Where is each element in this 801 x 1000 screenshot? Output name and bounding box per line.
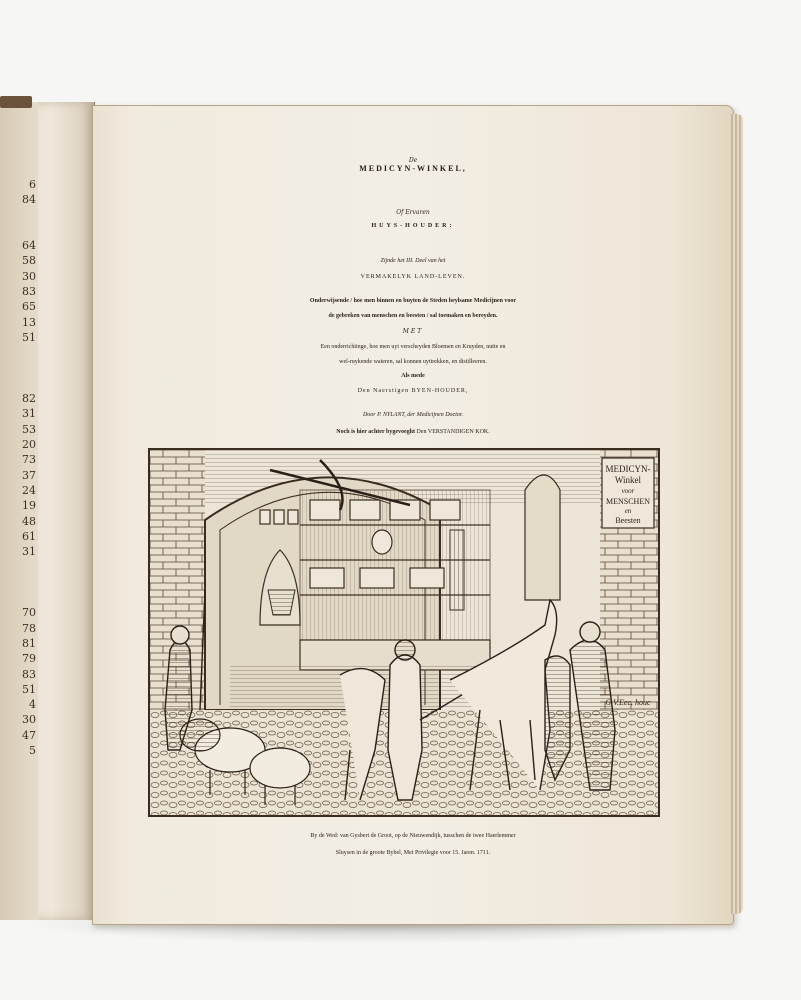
column (450, 530, 464, 610)
page-number (14, 376, 36, 391)
page-number: 79 (22, 652, 36, 666)
page-number (14, 361, 36, 376)
appendix-title: Den VERSTANDIGEN KOK. (416, 429, 490, 435)
engraver-signature: G.V.Eec. houc (605, 698, 651, 707)
page-number: 51 (22, 330, 36, 344)
sign-line-3: voor (621, 487, 635, 495)
description-line-2: de gebreken van menschen en beesten / sal toemaken en bereyden. (328, 313, 498, 319)
instruction-line-2: wel-ruykende wateren, sal konnen uyttrekken, en distilleeren. (339, 359, 487, 365)
page-number: 13 (22, 315, 36, 329)
sign-line-2: Winkel (614, 475, 642, 485)
sign-line-6: Beesten (615, 516, 641, 525)
page-number: 81 (22, 636, 36, 650)
page-number: 30 (22, 269, 36, 283)
right-window (525, 475, 560, 600)
page-number (14, 590, 36, 605)
title-article: De (408, 157, 418, 164)
page-number: 51 (22, 682, 36, 696)
page-number: 61 (22, 529, 36, 543)
series-title: VERMAKELYK LAND-LEVEN. (360, 274, 466, 280)
page-number: 82 (22, 392, 36, 406)
sign-line-1: MEDICYN- (605, 464, 651, 474)
page-number: 4 (29, 698, 36, 712)
page-number: 47 (22, 728, 36, 742)
page-number: 48 (22, 514, 36, 528)
imprint-line-1: By de Wed: van Gysbert de Groot, op de Nieuwendijk, tusschen de twee Haerlemmer (310, 833, 516, 839)
engraving-illustration (148, 448, 660, 817)
page-number (14, 345, 36, 360)
description-line-1: Onderwijsende / hoe men binnen en buyten de Steden heylsame Medicijnen voor (309, 298, 517, 304)
als-mede: Als mede (401, 373, 425, 379)
page-number: 6 (29, 178, 36, 191)
page-number: 84 (22, 193, 36, 207)
page-number-column (14, 177, 36, 758)
page-number (14, 208, 36, 223)
imprint-line-2: Sluysen in de groote Bybel, Met Privilegie voor 15. Jaren. 1711. (335, 850, 491, 856)
sign-line-4: MENSCHEN (605, 497, 651, 506)
page-number (14, 223, 36, 238)
title-connector: Of Ervaren (396, 209, 430, 216)
page-number: 37 (22, 468, 36, 482)
cover-corner (0, 96, 32, 108)
main-title: MEDICYN-WINKEL, (359, 164, 467, 173)
appendix-line (93, 429, 733, 435)
page-number: 78 (22, 621, 36, 635)
byen-houder-title: Den Naerstigen BYEN-HOUDER, (357, 388, 469, 394)
title-page (92, 105, 734, 925)
page-number: 64 (22, 239, 36, 253)
page-number: 19 (22, 499, 36, 513)
page-number: 83 (22, 285, 36, 299)
page-number: 5 (29, 743, 36, 757)
page-edges (731, 114, 743, 914)
sign-line-5: en (624, 507, 632, 515)
page-number: 24 (22, 483, 36, 497)
page-number: 83 (22, 667, 36, 681)
volume-note: Zijnde het III. Deel van het (380, 258, 446, 264)
page-number (14, 575, 36, 590)
instruction-line-1: Een onderrichtinge, hoe men uyt verscheyden Bloemen en Kruyden, nutte en (320, 344, 506, 350)
page-number: 70 (22, 606, 36, 620)
mortar (268, 590, 295, 615)
page-number: 31 (22, 407, 36, 421)
author-line: Door P. NYLANT, der Medicijnen Doctor. (362, 412, 464, 418)
met-heading: MET (402, 328, 424, 335)
subtitle: HUYS-HOUDER: (371, 223, 455, 229)
page-number: 53 (22, 422, 36, 436)
page-number: 58 (22, 254, 36, 268)
page-number: 65 (22, 300, 36, 314)
page-number: 73 (22, 453, 36, 467)
page-number: 30 (22, 713, 36, 727)
page-number: 20 (22, 438, 36, 452)
page-number (14, 559, 36, 574)
engraving-svg (150, 450, 658, 815)
appendix-intro: Noch is hier achter bygevoeght (336, 429, 416, 435)
left-page (0, 102, 95, 920)
page-number: 31 (22, 545, 36, 559)
